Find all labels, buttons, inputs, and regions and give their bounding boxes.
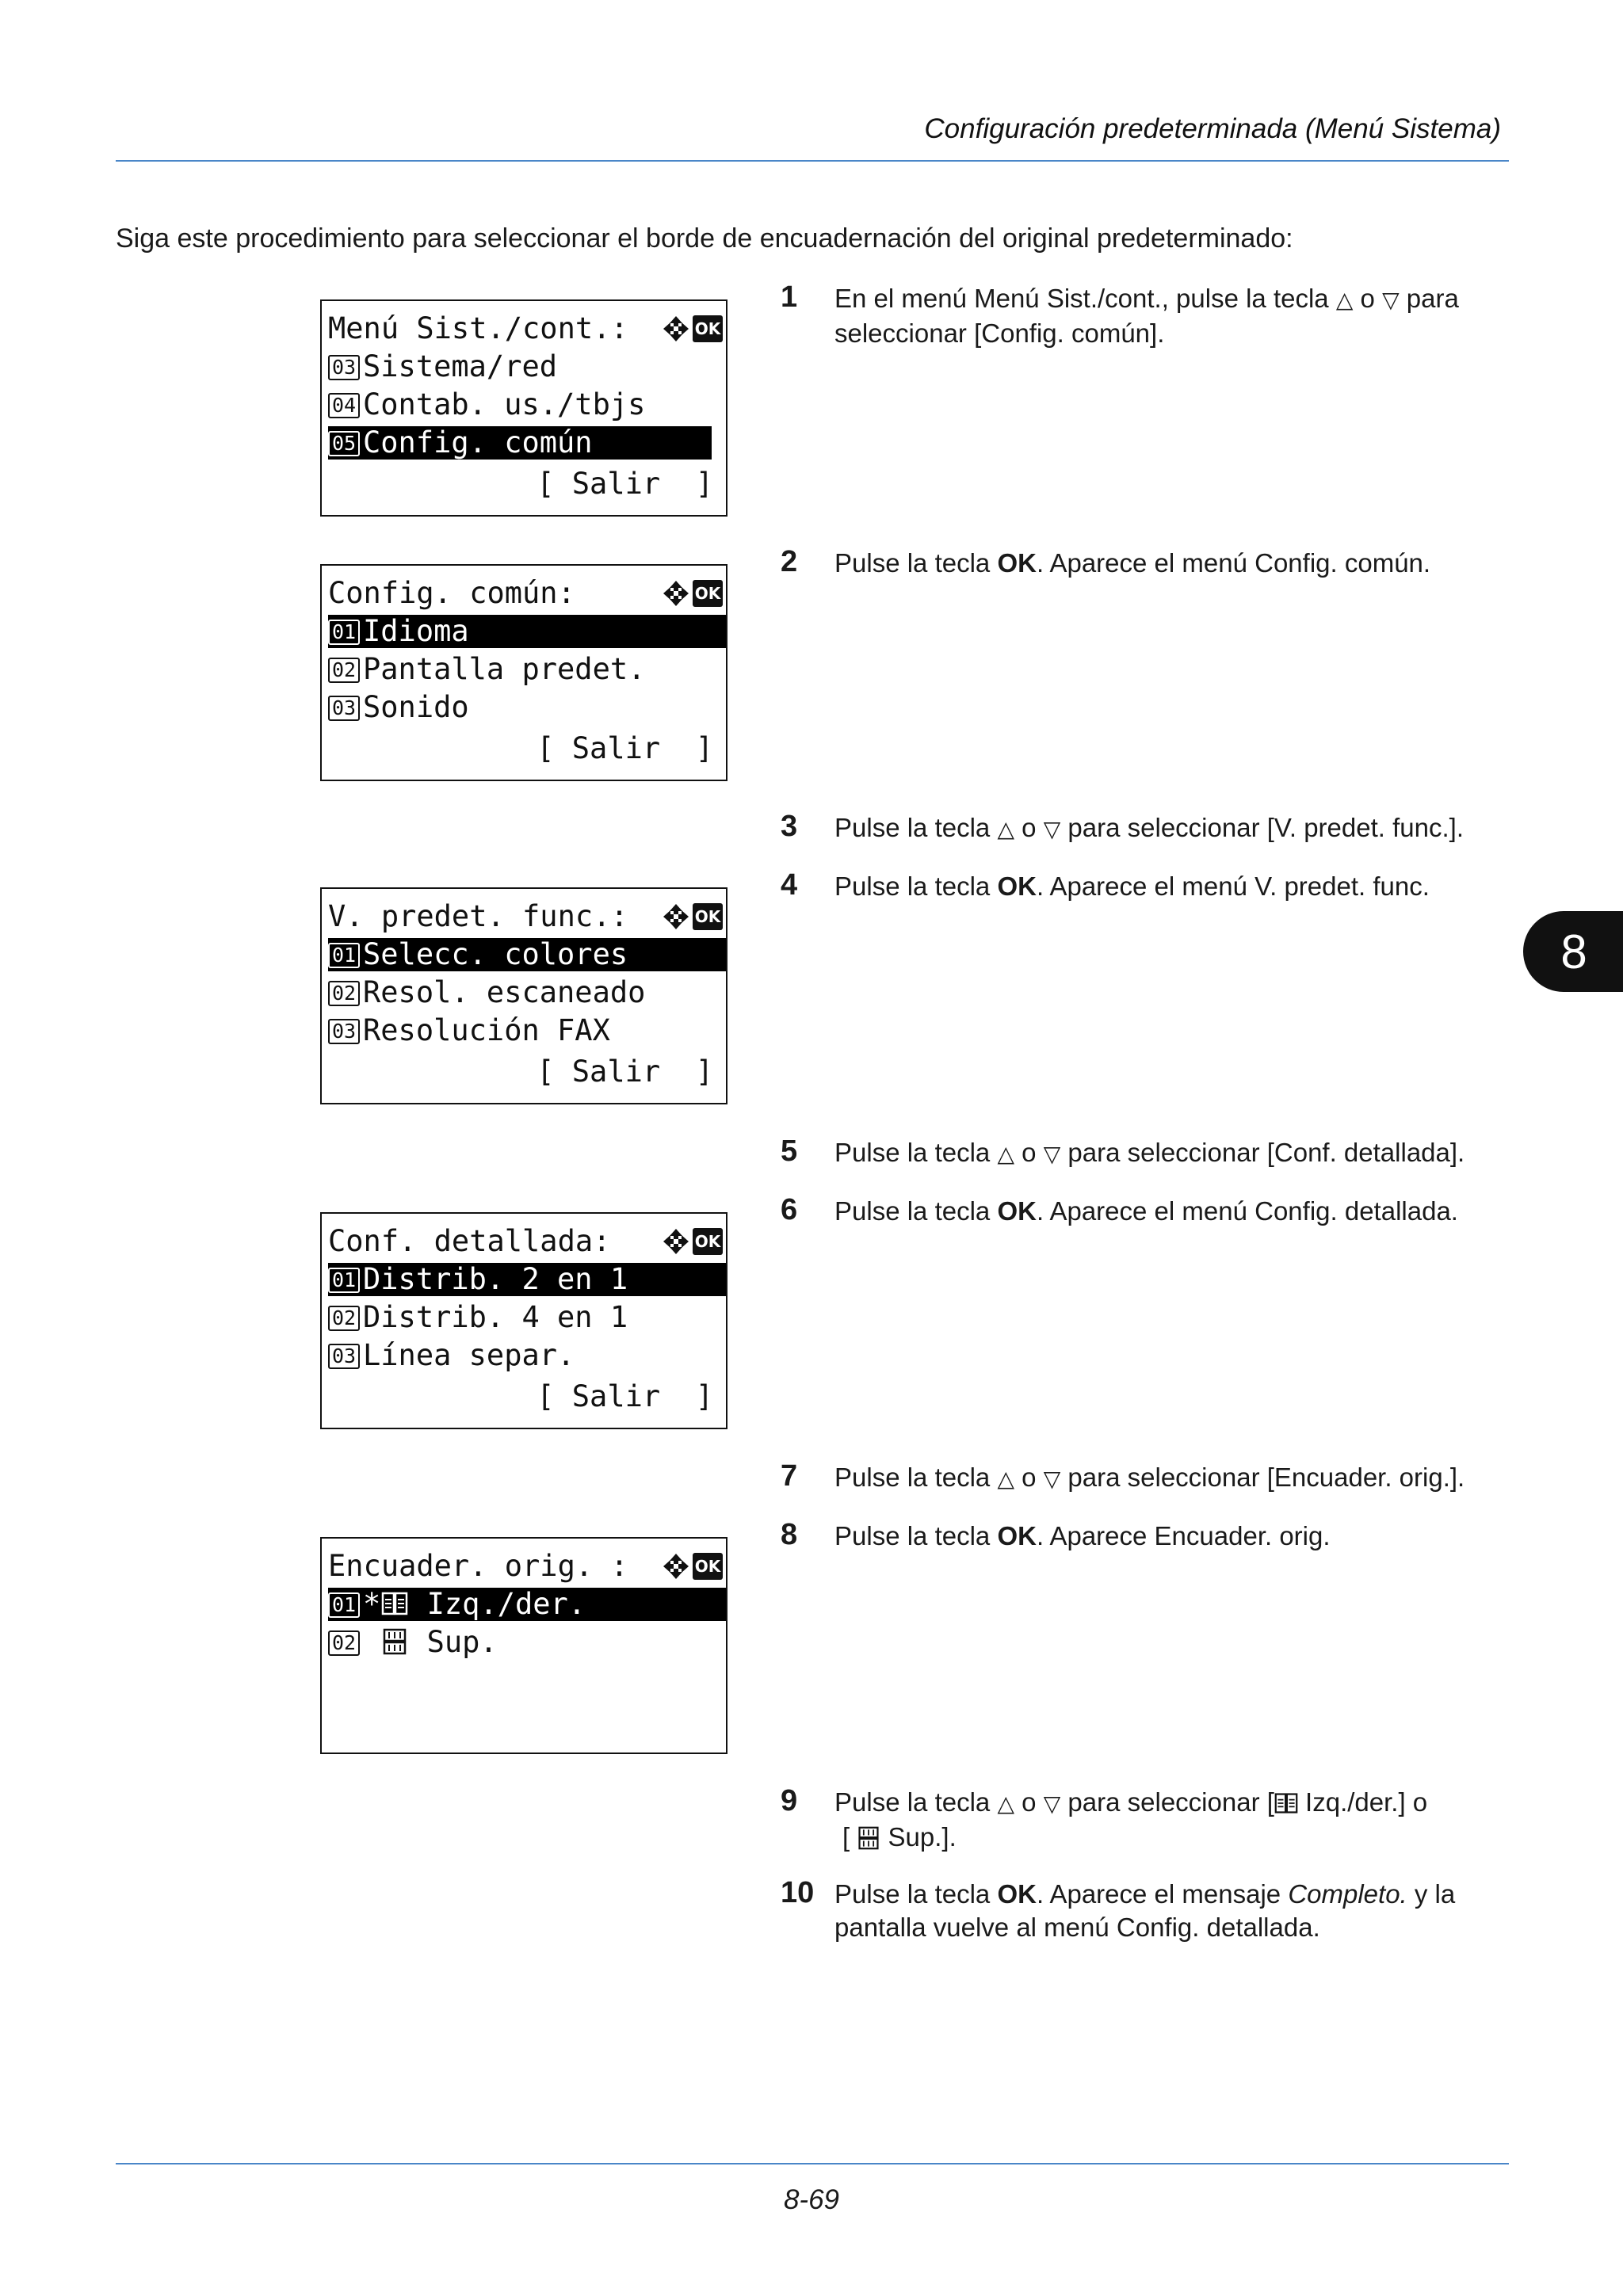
ok-key-label: OK	[997, 1879, 1037, 1909]
menu-item[interactable]	[328, 976, 726, 1009]
lcd-screen-sist-cont	[320, 299, 727, 517]
item-number: 03	[328, 696, 360, 721]
up-arrow-key-icon: △	[997, 816, 1014, 842]
step-text: Pulse la tecla	[834, 1196, 998, 1226]
left-right-binding-icon	[380, 1590, 409, 1617]
menu-item[interactable]	[328, 1014, 726, 1047]
step-number: 8	[781, 1518, 798, 1551]
item-number: 02	[328, 1306, 360, 1331]
step-number: 7	[781, 1459, 798, 1493]
item-number: 01	[328, 1592, 360, 1618]
four-way-arrow-icon	[663, 315, 689, 342]
item-label: Línea separ.	[363, 1338, 575, 1372]
step-6	[781, 1195, 1510, 1228]
item-label: Sup.	[426, 1625, 498, 1659]
menu-item-selected[interactable]	[328, 1588, 726, 1621]
step-text: . Aparece el menú V. predet. func.	[1036, 871, 1430, 901]
default-marker: *	[363, 1587, 381, 1621]
step-text: para seleccionar [V. predet. func.].	[1060, 813, 1464, 842]
menu-item[interactable]	[328, 1626, 726, 1659]
ok-key-icon: OK	[693, 315, 723, 342]
step-number: 10	[781, 1876, 815, 1909]
header-rule	[116, 160, 1509, 162]
screen-title: Menú Sist./cont.:	[328, 311, 628, 345]
nav-ok-indicator	[663, 1225, 723, 1258]
screen-title: V. predet. func.:	[328, 899, 628, 933]
up-arrow-key-icon: △	[997, 1141, 1014, 1167]
step-8	[781, 1520, 1510, 1553]
step-10	[781, 1878, 1510, 1944]
ok-key-label: OK	[997, 1521, 1037, 1550]
down-arrow-key-icon: ▽	[1382, 287, 1400, 313]
item-label: Contab. us./tbjs	[363, 387, 646, 421]
four-way-arrow-icon	[663, 1553, 689, 1580]
running-header: Configuración predeterminada (Menú Sistema)	[924, 113, 1501, 144]
step-number: 2	[781, 545, 798, 578]
step-text: para seleccionar [Conf. detallada].	[1060, 1138, 1465, 1167]
menu-item-selected[interactable]	[328, 426, 712, 460]
lcd-screen-encuader-orig	[320, 1537, 727, 1754]
nav-ok-indicator	[663, 577, 723, 610]
item-label: Distrib. 2 en 1	[363, 1262, 628, 1296]
footer-rule	[116, 2163, 1509, 2164]
menu-item[interactable]	[328, 1339, 726, 1372]
down-arrow-key-icon: ▽	[1043, 1791, 1061, 1817]
ok-key-icon: OK	[693, 580, 723, 607]
item-label: Izq./der.	[426, 1587, 586, 1621]
step-1	[781, 282, 1510, 350]
item-number: 02	[328, 1630, 360, 1656]
down-arrow-key-icon: ▽	[1043, 1141, 1061, 1167]
lcd-screen-config-comun	[320, 564, 727, 781]
item-label: Resol. escaneado	[363, 975, 646, 1009]
item-number: 01	[328, 1268, 360, 1293]
lcd-screen-v-predet-func	[320, 887, 727, 1104]
item-number: 03	[328, 355, 360, 380]
item-number: 01	[328, 620, 360, 645]
intro-paragraph: Siga este procedimiento para seleccionar el borde de encuadernación del original predeterminado:	[116, 223, 1293, 254]
up-arrow-key-icon: △	[997, 1466, 1014, 1492]
exit-softkey[interactable]: [ Salir ]	[537, 1055, 713, 1089]
four-way-arrow-icon	[663, 580, 689, 607]
item-number: 03	[328, 1344, 360, 1369]
step-text: . Aparece el mensaje	[1036, 1879, 1289, 1909]
four-way-arrow-icon	[663, 1228, 689, 1255]
step-text: o	[1014, 1463, 1044, 1492]
ok-key-label: OK	[997, 1196, 1037, 1226]
exit-softkey[interactable]: [ Salir ]	[537, 467, 713, 501]
menu-item[interactable]	[328, 691, 726, 724]
menu-item[interactable]	[328, 653, 726, 686]
step-text: para seleccionar [	[1060, 1787, 1274, 1817]
step-text: o	[1014, 1138, 1044, 1167]
item-label: Idioma	[363, 614, 469, 648]
item-label: Sonido	[363, 690, 469, 724]
step-number: 9	[781, 1784, 798, 1817]
top-binding-icon	[380, 1628, 409, 1655]
step-number: 1	[781, 280, 798, 314]
step-text: . Aparece el menú Config. común.	[1036, 548, 1431, 578]
step-5	[781, 1136, 1510, 1171]
step-text: o	[1014, 813, 1044, 842]
step-text: Pulse la tecla	[834, 1138, 998, 1167]
step-text: Pulse la tecla	[834, 1521, 998, 1550]
step-text: Izq./der.] o	[1297, 1787, 1428, 1817]
step-number: 5	[781, 1135, 798, 1168]
ok-key-label: OK	[997, 548, 1037, 578]
menu-item-selected[interactable]	[328, 938, 726, 971]
item-label: Pantalla predet.	[363, 652, 646, 686]
menu-item-selected[interactable]	[328, 1263, 726, 1296]
nav-ok-indicator	[663, 1550, 723, 1583]
step-4	[781, 870, 1510, 903]
item-label: Config. común	[363, 425, 593, 460]
item-label: Sistema/red	[363, 349, 558, 383]
step-text: y la pantalla vuelve al menú Config. detallada.	[834, 1879, 1456, 1942]
item-number: 04	[328, 393, 360, 418]
item-number: 03	[328, 1019, 360, 1044]
screen-title: Conf. detallada:	[328, 1224, 611, 1258]
nav-ok-indicator	[663, 900, 723, 933]
step-3	[781, 811, 1510, 846]
item-number: 02	[328, 658, 360, 683]
menu-item-selected[interactable]	[328, 615, 726, 648]
step-text: Pulse la tecla	[834, 871, 998, 901]
step-text: Pulse la tecla	[834, 1463, 998, 1492]
exit-softkey[interactable]: [ Salir ]	[537, 731, 713, 765]
ok-key-icon: OK	[693, 903, 723, 930]
chapter-tab: 8	[1523, 911, 1623, 992]
screen-title: Config. común:	[328, 576, 575, 610]
ok-key-icon: OK	[693, 1553, 723, 1580]
step-number: 4	[781, 868, 798, 902]
step-text: . Aparece Encuader. orig.	[1036, 1521, 1331, 1550]
step-9	[781, 1786, 1510, 1854]
step-text: En el menú Menú Sist./cont., pulse la tecla	[834, 284, 1336, 313]
step-text: Pulse la tecla	[834, 548, 998, 578]
item-label: Distrib. 4 en 1	[363, 1300, 628, 1334]
item-number: 01	[328, 943, 360, 968]
step-text: Pulse la tecla	[834, 1787, 998, 1817]
step-text: para seleccionar [Encuader. orig.].	[1060, 1463, 1465, 1492]
lcd-screen-conf-detallada	[320, 1212, 727, 1429]
up-arrow-key-icon: △	[997, 1791, 1014, 1817]
menu-item[interactable]	[328, 388, 726, 421]
step-text: Sup.].	[880, 1822, 957, 1852]
left-right-binding-icon	[1274, 1791, 1298, 1815]
ok-key-icon: OK	[693, 1228, 723, 1255]
step-7	[781, 1461, 1510, 1496]
item-label: Selecc. colores	[363, 937, 628, 971]
down-arrow-key-icon: ▽	[1043, 816, 1061, 842]
step-text: o	[1014, 1787, 1044, 1817]
step-text: para seleccionar [Config. común].	[834, 284, 1459, 348]
nav-ok-indicator	[663, 312, 723, 345]
step-text: [	[842, 1822, 857, 1852]
item-label: Resolución FAX	[363, 1013, 610, 1047]
menu-item[interactable]	[328, 350, 726, 383]
ok-key-label: OK	[997, 871, 1037, 901]
step-2	[781, 547, 1510, 580]
exit-softkey[interactable]: [ Salir ]	[537, 1379, 713, 1413]
step-text: Pulse la tecla	[834, 1879, 998, 1909]
page-number: 8-69	[783, 2184, 840, 2215]
item-number: 05	[328, 431, 360, 456]
step-number: 3	[781, 810, 798, 843]
step-text: . Aparece el menú Config. detallada.	[1036, 1196, 1458, 1226]
four-way-arrow-icon	[663, 903, 689, 930]
message-completo: Completo.	[1288, 1879, 1407, 1909]
menu-item[interactable]	[328, 1301, 726, 1334]
step-text: o	[1353, 284, 1383, 313]
up-arrow-key-icon: △	[1335, 287, 1354, 313]
screen-title: Encuader. orig. :	[328, 1549, 628, 1583]
down-arrow-key-icon: ▽	[1043, 1466, 1061, 1492]
step-text: Pulse la tecla	[834, 813, 998, 842]
top-binding-icon	[857, 1826, 880, 1850]
item-number: 02	[328, 981, 360, 1006]
step-number: 6	[781, 1193, 798, 1226]
